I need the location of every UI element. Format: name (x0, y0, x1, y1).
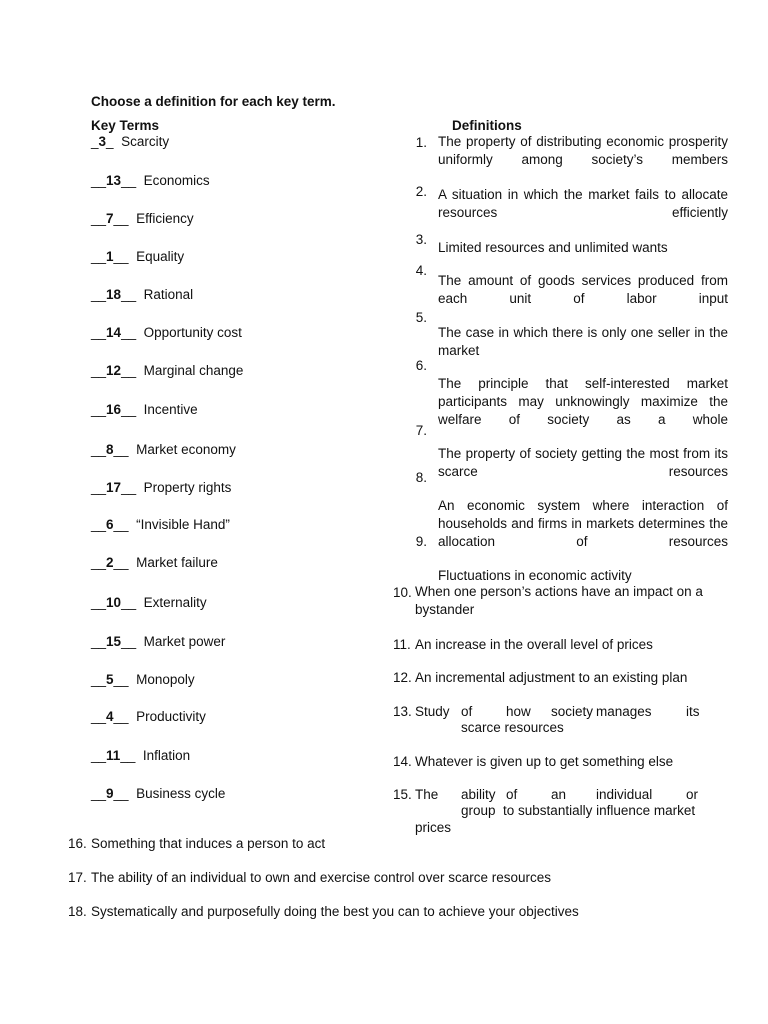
term-row: __9__ Business cycle (91, 786, 226, 801)
definition-text: The property of society getting the most from its scarce resources (438, 446, 728, 479)
definition-text: An economic system where interaction of households and firms in markets determines the allocation of resources (438, 498, 728, 549)
answer-blank[interactable]: 7 (106, 211, 114, 226)
term-row: _3_ Scarcity (91, 134, 170, 149)
definition-number: 1. (415, 135, 427, 150)
answer-blank[interactable]: 12 (106, 363, 122, 378)
definition-number: 17. (68, 870, 87, 885)
answer-blank[interactable]: 10 (106, 595, 122, 610)
term-row: __4__ Productivity (91, 709, 206, 724)
answer-blank[interactable]: 17 (106, 480, 122, 495)
term-row: __6__ “Invisible Hand” (91, 517, 230, 532)
answer-blank[interactable]: 2 (106, 555, 114, 570)
term-row: __18__ Rational (91, 287, 194, 302)
definition-text: An incremental adjustment to an existing plan (415, 670, 688, 685)
definition-text: An increase in the overall level of prices (415, 637, 653, 652)
definition-word: individual (596, 787, 653, 802)
definition-number: 6. (415, 358, 427, 373)
answer-blank[interactable]: 1 (106, 249, 114, 264)
definition-text: prices (415, 820, 452, 835)
definition-word: how (506, 704, 531, 719)
term-row: __7__ Efficiency (91, 211, 194, 226)
definition-text: group to substantially influence market (461, 803, 696, 818)
definition-number: 8. (415, 470, 427, 485)
definitions-header: Definitions (452, 118, 522, 133)
term-row: __17__ Property rights (91, 480, 232, 495)
instructions: Choose a definition for each key term. (91, 94, 336, 109)
definition-text: Systematically and purposefully doing the best you can to achieve your objectives (91, 904, 579, 919)
definition-text: When one person’s actions have an impact on a bystander (415, 584, 703, 617)
definition-word: an (551, 787, 567, 802)
definition-number: 7. (415, 423, 427, 438)
term-row: __12__ Marginal change (91, 363, 244, 378)
definition-text: The property of distributing economic prosperity uniformly among society’s members (438, 134, 728, 167)
definition-word: society (551, 704, 594, 719)
definition-number: 18. (68, 904, 87, 919)
answer-blank[interactable]: 6 (106, 517, 114, 532)
definition-text: Limited resources and unlimited wants (438, 240, 668, 255)
definition-text: Something that induces a person to act (91, 836, 326, 851)
definition-word: The (415, 787, 439, 802)
definition-number: 10. (393, 585, 412, 600)
term-row: __10__ Externality (91, 595, 207, 610)
term-row: __13__ Economics (91, 173, 210, 188)
answer-blank[interactable]: 14 (106, 325, 122, 340)
definition-text: The amount of goods services produced from each unit of labor input (438, 273, 728, 306)
definition-number: 12. (393, 670, 412, 685)
definition-text: A situation in which the market fails to allocate resources efficiently (438, 187, 728, 220)
definition-word: of (461, 704, 473, 719)
definition-word: Study (415, 704, 450, 719)
term-row: __11__ Inflation (91, 748, 191, 763)
answer-blank[interactable]: 16 (106, 402, 122, 417)
term-row: __8__ Market economy (91, 442, 236, 457)
answer-blank[interactable]: 5 (106, 672, 114, 687)
definition-word: of (506, 787, 518, 802)
definition-number: 2. (415, 184, 427, 199)
definition-number: 9. (415, 534, 427, 549)
term-row: __15__ Market power (91, 634, 226, 649)
answer-blank[interactable]: 8 (106, 442, 114, 457)
term-row: __1__ Equality (91, 249, 185, 264)
definition-text: Fluctuations in economic activity (438, 568, 632, 583)
answer-blank[interactable]: 15 (106, 634, 122, 649)
definition-number: 11. (393, 637, 411, 652)
definition-text: The ability of an individual to own and exercise control over scarce resources (91, 870, 551, 885)
definition-word: ability (461, 787, 496, 802)
definition-number: 15. (393, 787, 412, 802)
definition-number: 5. (415, 310, 427, 325)
definition-word: manages (596, 704, 652, 719)
term-row: __5__ Monopoly (91, 672, 195, 687)
definition-number: 14. (393, 754, 412, 769)
definition-text: scarce resources (461, 720, 564, 735)
key-terms-header: Key Terms (91, 118, 160, 133)
definition-number: 16. (68, 836, 87, 851)
definition-text: Whatever is given up to get something else (415, 754, 674, 769)
definition-text: The case in which there is only one seller in the market (438, 325, 728, 358)
term-row: __14__ Opportunity cost (91, 325, 242, 340)
answer-blank[interactable]: 3 (98, 134, 107, 149)
definition-word: its (686, 704, 700, 719)
definition-number: 13. (393, 704, 412, 719)
definition-number: 4. (415, 263, 427, 278)
answer-blank[interactable]: 18 (106, 287, 122, 302)
definition-word: or (686, 787, 699, 802)
term-row: __2__ Market failure (91, 555, 218, 570)
answer-blank[interactable]: 9 (106, 786, 114, 801)
answer-blank[interactable]: 11 (106, 748, 121, 763)
answer-blank[interactable]: 4 (106, 709, 114, 724)
definition-text: The principle that self-interested market participants may unknowingly maximize the welfare of society as a whole (438, 376, 728, 427)
answer-blank[interactable]: 13 (106, 173, 122, 188)
term-row: __16__ Incentive (91, 402, 198, 417)
definition-number: 3. (415, 232, 427, 247)
